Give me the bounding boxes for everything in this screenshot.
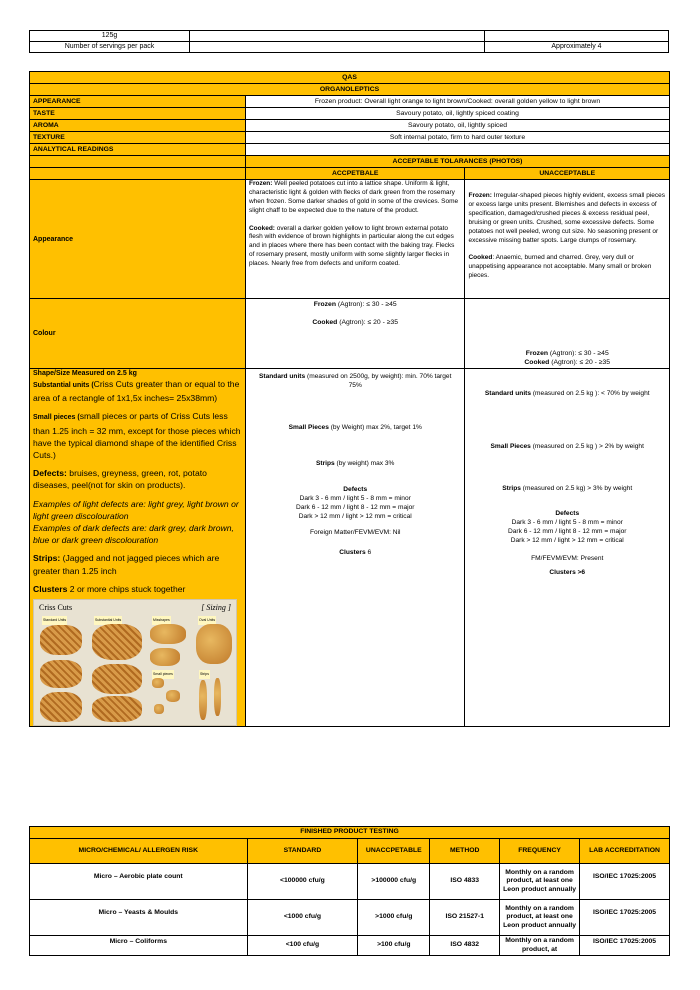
taste-value: Savoury potato, oil, lightly spiced coating (245, 108, 669, 120)
criss-cuts-sizing-photo: Criss Cuts [ Sizing ] Standard Units Substantial Units Misshapes Oval Units Small pieces Strips (33, 599, 237, 726)
texture-value: Soft internal potato, firm to hard outer texture (245, 132, 669, 144)
appearance-value: Frozen product: Overall light orange to light brown/Cooked: overall golden yellow to light brown (245, 96, 669, 108)
fpt-header-frequency: FREQUENCY (500, 839, 580, 864)
colour-label: Colour (30, 299, 246, 369)
fpt-header-risk: MICRO/CHEMICAL/ ALLERGEN RISK (30, 839, 248, 864)
unacceptable-header: UNACCEPTABLE (465, 168, 670, 180)
aroma-value: Savoury potato, oil, lightly spiced (245, 120, 669, 132)
appearance-label: APPEARANCE (30, 96, 246, 108)
qas-table (29, 71, 670, 727)
fpt-title: FINISHED PRODUCT TESTING (30, 827, 670, 839)
table-row: Micro – Coliforms <100 cfu/g >100 cfu/g ISO 4832 Monthly on a random product, at ISO/IEC 17025:2005 (30, 936, 670, 956)
appearance-acceptable: Frozen: Well peeled potatoes cut into a lattice shape. Uniform & light, characteristic light & golden with flecks of dark green from the rosemary when frozen. Some darker shades of gold in some of the crevices. Some slight chaff to be expected due to the nature of the product. Cooked: overall a darker golden yellow to light brown external potato flesh with evidence of brown highlights in particular along the cut edges and in places where there has been contact with the baking tray. Flecks of rosemary present, mostly uniform with some slightly larger flecks in places. Nearly free from defects and uniform coated. (245, 180, 465, 299)
tolerances-header: ACCEPTABLE TOLARANCES (PHOTOS) (245, 156, 669, 168)
table-row: Micro – Yeasts & Moulds <1000 cfu/g >1000 cfu/g ISO 21527-1 Monthly on a random product, at least one Leon product annually ISO/IEC 17025:2005 (30, 900, 670, 936)
shape-size-unacceptable: Standard units (measured on 2.5 kg ): < 70% by weight Small Pieces (measured on 2.5 kg ) > 2% by weight Strips (measured on 2.5 kg) > 3% by weight Defects Dark 3 - 6 mm / light 5 - 8 mm = minor Dark 6 - 12 mm / light 8 - 12 mm = major Dark > 12 mm / light > 12 mm = critical FM/FEVM/EVM: Present Clusters >6 (465, 369, 670, 727)
servings-table (29, 30, 669, 53)
colour-unacceptable: Frozen (Agtron): ≤ 30 - ≥45 Cooked (Agtron): ≤ 20 - ≥35 (465, 299, 670, 369)
aroma-label: AROMA (30, 120, 246, 132)
analytical-label: ANALYTICAL READINGS (30, 144, 246, 156)
pack-size-cell: 125g (30, 31, 190, 42)
appearance-tolerance-label: Appearance (30, 180, 246, 299)
fpt-header-accreditation: LAB ACCREDITATION (580, 839, 670, 864)
shape-size-criteria: Shape/Size Measured on 2.5 kg Substantial units (Criss Cuts greater than or equal to the area of a rectangle of 1x1,5x inches= 25x38mm) Small pieces (small pieces or parts of Criss Cuts less than 1.25 inch = 32 mm, except for those pieces which have the typical diamond shape of the identified Criss Cuts.) Defects: bruises, greyness, green, rot, potato diseases, peel(not for skin on products). Examples of light defects are: light grey, light brown or light green discolouration Examples of dark defects are: dark grey, dark brown, blue or dark green discolouration Strips: (Jagged and not jagged pieces which are greater than 1.25 inch Clusters 2 or more chips stuck together Criss Cuts [ Sizing ] Standard Units Substantial Units Misshapes Oval Units Small pieces Strips (30, 369, 246, 727)
servings-label: Number of servings per pack (30, 42, 190, 53)
shape-size-acceptable: Standard units (measured on 2500g, by weight): min. 70% target 75% Small Pieces (by Weight) max 2%, target 1% Strips (by weight) max 3% Defects Dark 3 - 6 mm / light 5 - 8 mm = minor Dark 6 - 12 mm / light 8 - 12 mm = major Dark > 12 mm / light > 12 mm = critical Foreign Matter/FEVM/EVM: Nil Clusters 6 (245, 369, 465, 727)
taste-label: TASTE (30, 108, 246, 120)
fpt-header-unacceptable: UNACCPETABLE (358, 839, 430, 864)
organoleptics-header: ORGANOLEPTICS (30, 84, 670, 96)
fpt-header-method: METHOD (430, 839, 500, 864)
appearance-unacceptable: Frozen: Irregular-shaped pieces highly evident, excess small pieces or excess large units present. Blemishes and defects in excess of specification, damaged/crushed pieces & excess residual peel, bruising or green units. Crushed, some excessive defects. Some potatoes not well peeled, wrong cut size. No seasoning present or excessive missing batter spots. Large clumps of rosemary. Cooked: Anaemic, burned and charred. Grey, very dull or unappetising appearance not acceptable. Many small or broken pieces. (465, 180, 670, 299)
fpt-header-standard: STANDARD (247, 839, 358, 864)
texture-label: TEXTURE (30, 132, 246, 144)
acceptable-header: ACCPETBALE (245, 168, 465, 180)
qas-title: QAS (30, 72, 670, 84)
table-row: Micro – Aerobic plate count <100000 cfu/g >100000 cfu/g ISO 4833 Monthly on a random product, at least one Leon product annually ISO/IEC 17025:2005 (30, 864, 670, 900)
finished-product-testing-table (29, 826, 670, 956)
servings-value: Approximately 4 (485, 42, 669, 53)
colour-acceptable: Frozen (Agtron): ≤ 30 - ≥45 Cooked (Agtron): ≤ 20 - ≥35 (245, 299, 465, 369)
